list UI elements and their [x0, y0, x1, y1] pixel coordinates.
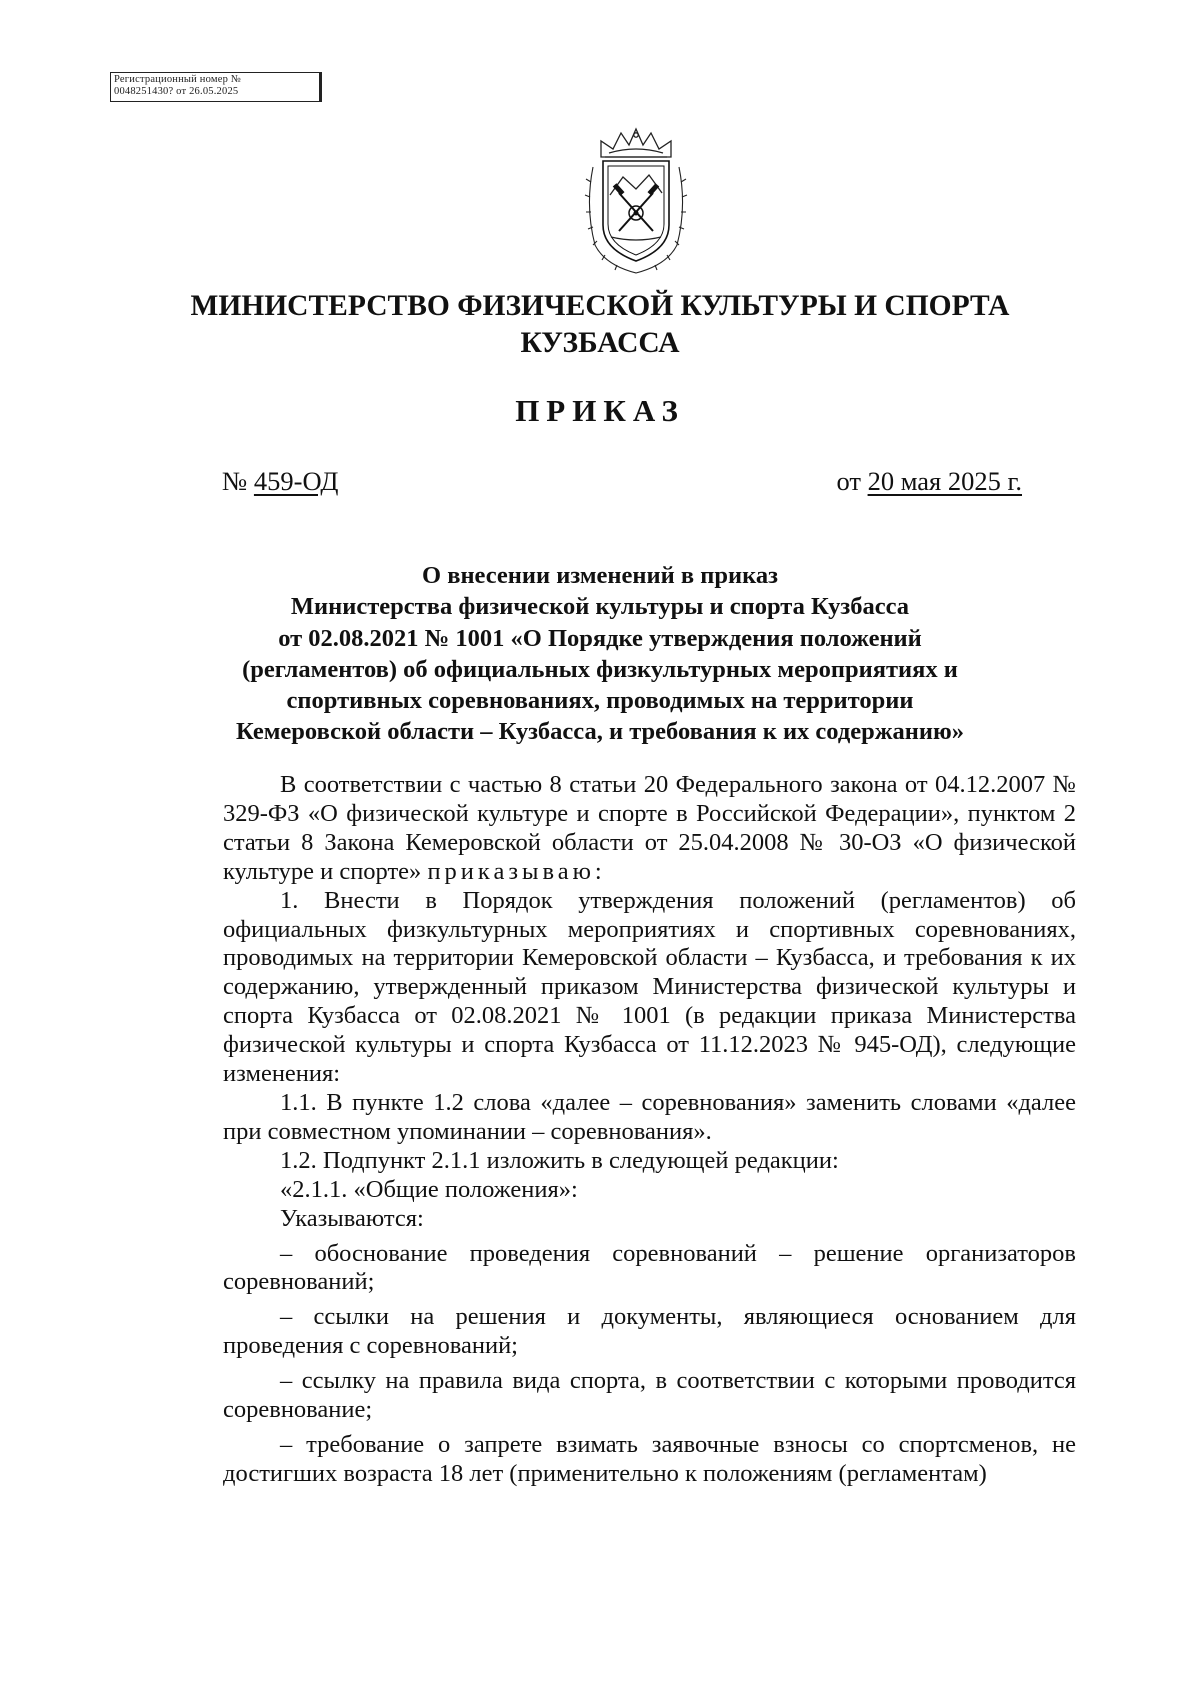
order-title: ПРИКАЗ — [515, 393, 685, 428]
subject-line: от 02.08.2021 № 1001 «О Порядке утверждения положений — [278, 624, 922, 652]
paragraph-2-1-1: «2.1.1. «Общие положения»: — [280, 1175, 578, 1203]
subject-line: О внесении изменений в приказ — [422, 562, 778, 589]
order-date — [836, 466, 1022, 497]
ministry-name-line1: МИНИСТЕРСТВО ФИЗИЧЕСКОЙ КУЛЬТУРЫ И СПОРТА — [190, 290, 1010, 322]
subject-line: Кемеровской области – Кузбасса, и требования к их содержанию» — [236, 718, 964, 746]
order-date-value: 20 мая 2025 г. — [867, 466, 1022, 496]
order-date-prefix: от — [836, 466, 861, 496]
preamble-paragraph — [223, 771, 1076, 887]
list-item: – требование о запрете взимать заявочные взносы со спортсменов, не достигших возраста 18 лет (применительно к положениям (регламентам) — [223, 1430, 1076, 1487]
list-item: – ссылки на решения и документы, являющиеся основанием для проведения с соревнований; — [223, 1303, 1076, 1360]
paragraph-1: 1. Внести в Порядок утверждения положений (регламентов) об официальных физкультурных мероприятиях и спортивных соревнованиях, проводимых на территории Кемеровской области – Кузбасса, и требования к их содержанию, утвержденный приказом Министерства физической культуры и спорта Кузбасса от 02.08.2021 № 1001 (в редакции приказа Министерства физической культуры и спорта Кузбасса от 11.12.2023 № 945-ОД), следующие изменения: — [223, 886, 1076, 1088]
registration-stamp-line1: Регистрационный номер № — [114, 74, 242, 85]
indicated-label: Указываются: — [280, 1204, 424, 1232]
order-number-prefix: № — [222, 466, 248, 496]
order-number-value: 459-ОД — [253, 466, 339, 496]
order-subject — [200, 560, 1000, 748]
registration-stamp — [110, 72, 322, 102]
order-body — [223, 771, 1076, 1489]
ministry-name — [0, 288, 1200, 362]
order-number — [222, 466, 338, 497]
subject-line: спортивных соревнованиях, проводимых на территории — [286, 687, 914, 715]
preamble-text: В соответствии с частью 8 статьи 20 Федерального закона от 04.12.2007 № 329-ФЗ «О физической культуре и спорте в Российской Федерации», пунктом 2 статьи 8 Закона Кемеровской области от 25.04.2008 № 30-ОЗ «О физической культуре и спорте» — [223, 771, 1076, 885]
kuzbass-coat-of-arms-icon — [583, 127, 689, 277]
list-item: – обоснование проведения соревнований – решение организаторов соревнований; — [223, 1239, 1076, 1296]
subject-line: (регламентов) об официальных физкультурных мероприятиях и — [242, 655, 958, 683]
list-item: – ссылку на правила вида спорта, в соответствии с которыми проводится соревнование; — [223, 1367, 1076, 1424]
paragraph-1-1: 1.1. В пункте 1.2 слова «далее – соревнования» заменить словами «далее при совместном упоминании – соревнования». — [223, 1088, 1076, 1145]
ministry-name-line2: КУЗБАССА — [520, 327, 680, 359]
subject-line: Министерства физической культуры и спорта Кузбасса — [290, 593, 910, 621]
order-word: приказываю: — [427, 857, 606, 885]
registration-stamp-line2: 0048251430? от 26.05.2025 — [114, 86, 239, 97]
paragraph-1-2: 1.2. Подпункт 2.1.1 изложить в следующей редакции: — [280, 1146, 839, 1174]
